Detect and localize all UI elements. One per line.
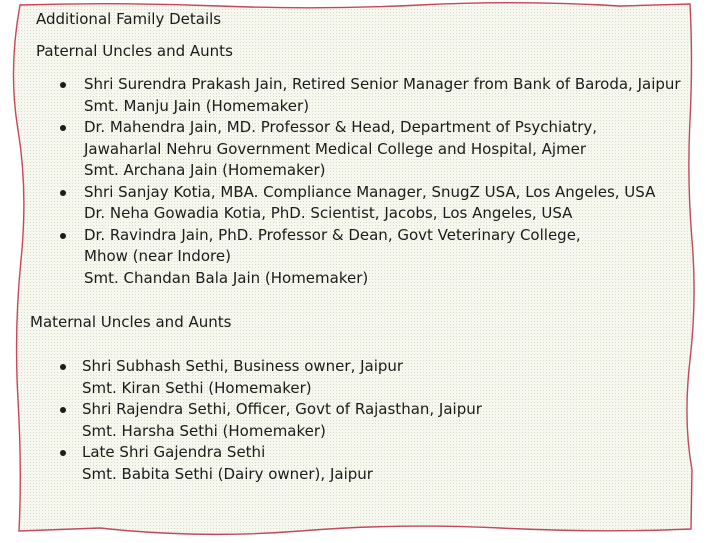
list-item-line: Smt. Manju Jain (Homemaker) (84, 96, 310, 115)
bullet-icon (60, 82, 66, 88)
bullet-icon (60, 233, 66, 239)
list-item-line: Dr. Mahendra Jain, MD. Professor & Head, Department of Psychiatry, (84, 118, 598, 136)
list-item-line: Jawaharlal Nehru Government Medical College and Hospital, Ajmer (84, 139, 587, 158)
list-item-line: Smt. Babita Sethi (Dairy owner), Jaipur (82, 464, 373, 483)
list-item-line: Smt. Harsha Sethi (Homemaker) (82, 421, 326, 440)
paternal-list (60, 74, 681, 289)
maternal-heading: Maternal Uncles and Aunts (30, 313, 232, 331)
list-item (60, 182, 681, 225)
bullet-icon (60, 125, 66, 131)
list-item-line: Late Shri Gajendra Sethi (82, 443, 266, 461)
list-item-line: Smt. Kiran Sethi (Homemaker) (82, 378, 312, 397)
bullet-icon (60, 190, 66, 196)
list-item-line: Shri Surendra Prakash Jain, Retired Senior Manager from Bank of Baroda, Jaipur (84, 75, 681, 93)
list-item (60, 442, 482, 485)
bullet-icon (60, 450, 66, 456)
list-item-line: Smt. Archana Jain (Homemaker) (84, 161, 326, 179)
list-item (60, 74, 681, 117)
list-item-line: Dr. Neha Gowadia Kotia, PhD. Scientist, Jacobs, Los Angeles, USA (84, 204, 573, 222)
list-item (60, 399, 482, 442)
list-item-line: Dr. Ravindra Jain, PhD. Professor & Dean, Govt Veterinary College, (84, 225, 581, 244)
list-item-line: Shri Rajendra Sethi, Officer, Govt of Rajasthan, Jaipur (82, 400, 482, 418)
list-item (60, 356, 482, 399)
list-item (60, 117, 681, 182)
list-item-line: Shri Sanjay Kotia, MBA. Compliance Manager, SnugZ USA, Los Angeles, USA (84, 182, 656, 201)
paternal-heading: Paternal Uncles and Aunts (36, 42, 233, 60)
list-item-line: Shri Subhash Sethi, Business owner, Jaipur (82, 357, 404, 375)
bullet-icon (60, 364, 66, 370)
list-item (60, 225, 681, 290)
document-title: Additional Family Details (36, 10, 222, 28)
list-item-line: Mhow (near Indore) (84, 247, 231, 265)
maternal-list (60, 356, 482, 485)
list-item-line: Smt. Chandan Bala Jain (Homemaker) (84, 268, 369, 287)
bullet-icon (60, 407, 66, 413)
